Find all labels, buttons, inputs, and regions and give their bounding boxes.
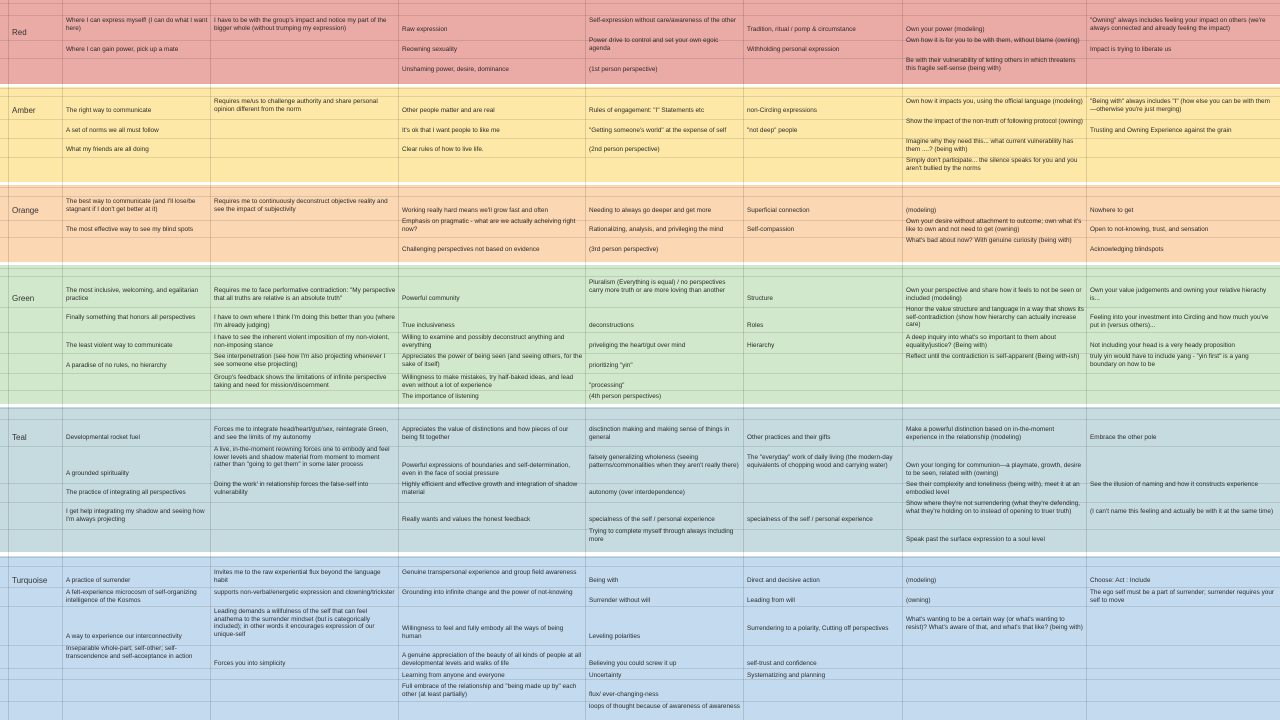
sheet-cell[interactable]: Learning from anyone and everyone [402, 672, 505, 679]
sheet-cell[interactable]: Structure [747, 295, 773, 302]
sheet-cell[interactable]: Inseparable whole-part; self-other; self-transcendence and self-acceptance in action [66, 645, 193, 660]
sheet-cell[interactable]: (2nd person perspective) [589, 146, 660, 153]
sheet-cell[interactable]: Powerful expressions of boundaries and self-determination, even in the face of social pressure [402, 462, 571, 477]
sheet-cell[interactable]: Forces me to integrate head/heart/gut/sex, reintegrate Green, and see the limits of my autonomy [214, 426, 389, 441]
column-line [1086, 0, 1087, 720]
sheet-cell[interactable]: Pluralism (Everything is equal) / no perspectives carry more truth or are more loving than another [589, 279, 726, 294]
sheet-cell[interactable]: Believing you could screw it up [589, 660, 677, 667]
row-line [0, 332, 1280, 333]
sheet-cell[interactable]: "processing" [589, 382, 625, 389]
sheet-cell[interactable]: (3rd person perspective) [589, 246, 659, 253]
sheet-cell[interactable]: Simply don't participate... the silence speaks for you and you aren't bullied by the norms [906, 157, 1078, 172]
sheet-cell[interactable]: Roles [747, 322, 764, 329]
row-line [0, 668, 1280, 669]
sheet-cell[interactable]: Acknowledging blindspots [1090, 246, 1164, 253]
sheet-cell[interactable]: I get help integrating my shadow and seeing how I'm always projecting [66, 508, 205, 523]
column-line [210, 0, 211, 720]
sheet-cell[interactable]: Developmental rocket fuel [66, 434, 140, 441]
row-line [0, 353, 1280, 354]
row-line [0, 276, 1280, 277]
level-label[interactable]: Amber [12, 107, 36, 115]
sheet-cell[interactable]: A way to experience our interconnectivity [66, 633, 182, 640]
sheet-cell[interactable]: Willingness to feel and fully embody all the ways of being human [402, 625, 564, 640]
sheet-cell[interactable]: Show the impact of the non-truth of following protocol (owning) [906, 118, 1083, 125]
sheet-cell[interactable]: Doing the work' in relationship forces the false-self into vulnerability [214, 481, 369, 496]
sheet-cell[interactable]: Own how it impacts you, using the official language (modeling) [906, 98, 1083, 105]
row-line [0, 606, 1280, 607]
sheet-cell[interactable]: Embrace the other pole [1090, 434, 1157, 441]
sheet-cell[interactable]: flux/ ever-changing-ness [589, 691, 659, 698]
sheet-cell[interactable]: Direct and decisive action [747, 577, 820, 584]
sheet-cell[interactable]: The most inclusive, welcoming, and egalitarian practice [66, 287, 199, 302]
sheet-cell[interactable]: Emphasis on pragmatic - what are we actually acheiving right now? [402, 218, 576, 233]
sheet-cell[interactable]: truly yin would have to include yang - "yin first" is a yang boundary on how to be [1090, 353, 1249, 368]
sheet-cell[interactable]: (1st person perspective) [589, 66, 658, 73]
sheet-cell[interactable]: Tradition, ritual / pomp & circumstance [747, 26, 856, 33]
sheet-cell[interactable]: Honor the value structure and language in a way that shows its self-contradiction (show how hierarchy can actually increase care) [906, 306, 1084, 328]
sheet-cell[interactable]: Self-expression without care/awareness of the other [589, 17, 737, 24]
row-line [0, 196, 1280, 197]
sheet-cell[interactable]: The right way to communicate [66, 107, 152, 114]
sheet-cell[interactable]: (modeling) [906, 207, 937, 214]
row-line [0, 3, 1280, 4]
sheet-cell[interactable]: See their complexity and loneliness (being with), meet it at an embodied level [906, 481, 1080, 496]
sheet-cell[interactable]: Leading demands a willfulness of the self that can feel anathema to the surrender mindset (but is categorically included); in other words it encourages expression of our unique-self [214, 608, 375, 638]
sheet-cell[interactable]: Self-compassion [747, 226, 795, 233]
sheet-cell[interactable]: Show where they're not surrendering (what they're defending, what they're holding on to instead of opening to truer truth) [906, 500, 1081, 515]
sheet-cell[interactable]: Own how it is for you to be with them, without blame (owning) [906, 37, 1080, 44]
sheet-cell[interactable]: A genuine appreciation of the beauty of all kinds of people at all developmental levels and walks of life [402, 652, 582, 667]
sheet-cell[interactable]: It's ok that I want people to like me [402, 127, 500, 134]
sheet-cell[interactable]: Where I can gain power, pick up a mate [66, 46, 179, 53]
sheet-cell[interactable]: Impact is trying to liberate us [1090, 46, 1172, 53]
row-line [0, 268, 1280, 269]
sheet-cell[interactable]: Withholding personal expression [747, 46, 840, 53]
sheet-cell[interactable]: deconstructions [589, 322, 634, 329]
row-line [0, 88, 1280, 89]
sheet-cell[interactable]: Raw expression [402, 26, 448, 33]
sheet-cell[interactable]: Rationalizing, analysis, and privileging the mind [589, 226, 724, 233]
level-label[interactable]: Orange [12, 207, 39, 215]
row-line [0, 58, 1280, 59]
column-line [398, 0, 399, 720]
sheet-cell[interactable]: Surrendering to a polarity, Cutting off perspectives [747, 625, 889, 632]
sheet-cell[interactable]: Other practices and their gifts [747, 434, 831, 441]
row-line [0, 220, 1280, 221]
sheet-cell[interactable]: prioritizing "yin" [589, 362, 633, 369]
column-line [8, 0, 9, 720]
row-line [0, 557, 1280, 558]
sheet-cell[interactable]: Speak past the surface expression to a soul level [906, 536, 1045, 543]
sheet-cell[interactable]: Working really hard means we'll grow fast and often [402, 207, 549, 214]
sheet-cell[interactable]: Grounding into infinite change and the power of not-knowing [402, 589, 573, 596]
sheet-cell[interactable]: Own your value judgements and owning your relative hierachy is... [1090, 287, 1267, 302]
sheet-cell[interactable]: Willing to examine and possibly deconstruct anything and everything [402, 334, 565, 349]
sheet-cell[interactable]: Other people matter and are real [402, 107, 495, 114]
row-line [0, 419, 1280, 420]
sheet-cell[interactable]: The "everyday" work of daily living (the modern-day equivalents of chopping wood and carrying water) [747, 454, 893, 469]
sheet-cell[interactable]: Reowning sexuality [402, 46, 458, 53]
sheet-cell[interactable]: A deep inquiry into what's so important to them about equality/justice? (Being with) [906, 334, 1057, 349]
sheet-cell[interactable]: I have to be with the group's impact and notice my part of the bigger whole (without trumping my expression) [214, 17, 387, 32]
sheet-cell[interactable]: Imagine why they need this... what current vulnerability has them ....? (being with) [906, 138, 1074, 153]
sheet-cell[interactable]: I have to own where I think I'm doing this better than you (where I'm already judging) [214, 314, 395, 329]
sheet-cell[interactable]: Hierarchy [747, 342, 775, 349]
level-label[interactable]: Red [12, 29, 27, 37]
row-line [0, 701, 1280, 702]
sheet-cell[interactable]: self-trust and confidence [747, 660, 817, 667]
sheet-cell[interactable]: See interpenetration (see how I'm also projecting whenever I see someone else projecting) [214, 353, 386, 368]
sheet-cell[interactable]: Be with their vulnerability of letting others in which threatens this fragile self-sense (being with) [906, 57, 1076, 72]
sheet-cell[interactable]: Trusting and Owning Experience against the grain [1090, 127, 1232, 134]
sheet-cell[interactable]: Rules of engagement: "I" Statements etc [589, 107, 705, 114]
sheet-cell[interactable]: Choose: Act : Include [1090, 577, 1151, 584]
sheet-cell[interactable]: What's wanting to be a certain way (or what's wanting to resist)? What's aware of that, and what's that like? (being with) [906, 616, 1083, 631]
level-label[interactable]: Green [12, 295, 35, 303]
sheet-cell[interactable]: Really wants and values the honest feedback [402, 516, 531, 523]
sheet-cell[interactable]: Willingness to make mistakes, try half-baked ideas, and lead even without a lot of experience [402, 374, 574, 389]
sheet-cell[interactable]: "Getting someone's world" at the expense of self [589, 127, 727, 134]
level-label[interactable]: Teal [12, 434, 27, 442]
row-line [0, 502, 1280, 503]
sheet-cell[interactable]: A felt-experience microcosm of self-organizing intelligence of the Kosmos [66, 589, 197, 604]
sheet-cell[interactable]: A live, in-the-moment reowning forces one to embody and feel lower levels and shadow material from moment to moment rather than "going to get them" in some later process [214, 446, 390, 468]
sheet-cell[interactable]: falsely generalizing wholeness (seeing patterns/commonalities when they aren't really there) [589, 454, 739, 469]
sheet-cell[interactable]: Nowhere to get [1090, 207, 1134, 214]
sheet-cell[interactable]: Own your desire without attachment to outcome; own what it's like to own and not need to get (owning) [906, 218, 1082, 233]
sheet-cell[interactable]: A practice of surrender [66, 577, 131, 584]
sheet-cell[interactable]: Own your power (modeling) [906, 26, 985, 33]
row-line [0, 587, 1280, 588]
row-line [0, 157, 1280, 158]
sheet-cell[interactable]: Full embrace of the relationship and "being made up by" each other (at least partially) [402, 683, 577, 698]
sheet-cell[interactable]: Leading from will [747, 597, 795, 604]
sheet-cell[interactable]: Group's feedback shows the limitations of infinite perspective taking and need for mission/discernment [214, 374, 387, 389]
sheet-cell[interactable]: A set of norms we all must follow [66, 127, 159, 134]
sheet-cell[interactable]: Finally something that honors all perspectives [66, 314, 196, 321]
sheet-cell[interactable]: Power drive to control and set your own egoic agenda [589, 37, 719, 52]
sheet-cell[interactable]: Forces you into simplicity [214, 660, 286, 667]
column-line [902, 0, 903, 720]
sheet-cell[interactable]: Trying to complete myself through always including more [589, 528, 734, 543]
sheet-cell[interactable]: (owning) [906, 597, 931, 604]
sheet-cell[interactable]: Appreciates the power of being seen (and seeing others, for the sake of itself) [402, 353, 583, 368]
sheet-cell[interactable]: A grounded spirituality [66, 470, 129, 477]
sheet-cell[interactable]: The practice of integrating all perspectives [66, 489, 186, 496]
sheet-cell[interactable]: Make a powerful distinction based on in-the-moment experience in the relationship (modeling) [906, 426, 1055, 441]
sheet-cell[interactable]: Requires me to continuously deconstruct objective reality and see the impact of subjectivity [214, 198, 388, 213]
sheet-cell[interactable]: A paradise of no rules, no hierarchy [66, 362, 167, 369]
sheet-cell[interactable]: The most effective way to see my blind spots [66, 226, 194, 233]
sheet-cell[interactable]: Not including your head is a very heady proposition [1090, 342, 1235, 349]
sheet-cell[interactable]: autonomy (over interdependence) [589, 489, 685, 496]
sheet-cell[interactable]: Superficial connection [747, 207, 810, 214]
sheet-cell[interactable]: The least violent way to communicate [66, 342, 173, 349]
sheet-cell[interactable]: Unshaming power, desire, dominance [402, 66, 509, 73]
sheet-cell[interactable]: Own your longing for communion—a playmate, growth, desire to be seen, related with (owning) [906, 462, 1082, 477]
sheet-cell[interactable]: Needing to always go deeper and get more [589, 207, 712, 214]
sheet-cell[interactable]: Being with [589, 577, 619, 584]
sheet-cell[interactable]: Requires me/us to challenge authority and share personal opinion different from the norm [214, 98, 378, 113]
row-line [0, 96, 1280, 97]
sheet-cell[interactable]: What my friends are all doing [66, 146, 149, 153]
sheet-cell[interactable]: Highly efficient and effective growth and integration of shadow material [402, 481, 578, 496]
row-line [0, 408, 1280, 409]
sheet-cell[interactable]: Open to not-knowing, trust, and sensation [1090, 226, 1209, 233]
row-line [0, 187, 1280, 188]
row-line [0, 119, 1280, 120]
row-line [0, 15, 1280, 16]
row-line [0, 566, 1280, 567]
sheet-cell[interactable]: True inclusiveness [402, 322, 455, 329]
sheet-cell[interactable]: Own your perspective and share how it feels to not be seen or included (modeling) [906, 287, 1082, 302]
sheet-cell[interactable]: priveliging the heart/gut over mind [589, 342, 686, 349]
row-line [0, 483, 1280, 484]
sheet-cell[interactable]: (I can't name this feeling and actually be with it at the same time) [1090, 508, 1274, 515]
sheet-cell[interactable]: See the illusion of naming and how it constructs experience [1090, 481, 1259, 488]
sheet-cell[interactable]: Where I can express myself! (I can do what I want here) [66, 17, 208, 32]
sheet-cell[interactable]: supports non-verbal/energetic expression and clowning/trickster [214, 589, 395, 596]
row-line [0, 138, 1280, 139]
sheet-cell[interactable]: specialness of the self / personal experience [747, 516, 873, 523]
band-amber [0, 87, 1280, 182]
sheet-cell[interactable]: Requires me to face performative contradiction: "My perspective that all truths are relative is an absolute truth" [214, 287, 396, 302]
sheet-cell[interactable]: Genuine transpersonal experience and group field awareness [402, 569, 577, 576]
column-line [743, 0, 744, 720]
sheet-cell[interactable]: Uncertainty [589, 672, 622, 679]
sheet-cell[interactable]: Challenging perspectives not based on evidence [402, 246, 540, 253]
sheet-cell[interactable]: loops of thought because of awareness of awareness [589, 703, 740, 710]
level-label[interactable]: Turquoise [12, 577, 48, 585]
sheet-cell[interactable]: Reflect until the contradiction is self-apparent (Being with-ish) [906, 353, 1080, 360]
sheet-cell[interactable]: Powerful community [402, 295, 460, 302]
row-line [0, 390, 1280, 391]
row-line [0, 237, 1280, 238]
sheet-cell[interactable]: non-Circling expressions [747, 107, 817, 114]
sheet-cell[interactable]: I have to see the inherent violent imposition of my non-violent, non-imposing stance [214, 334, 390, 349]
sheet-cell[interactable]: The ego self must be a part of surrender; surrender requires your self to move [1090, 589, 1274, 604]
sheet-cell[interactable]: Invites me to the raw experiential flux beyond the language habit [214, 569, 381, 584]
sheet-cell[interactable]: The best way to communicate (and I'll lose/be stagnant if I don't get better at it) [66, 198, 196, 213]
sheet-cell[interactable]: What's bad about now? With genuine curiosity (being with) [906, 237, 1072, 244]
sheet-cell[interactable]: The importance of listening [402, 393, 479, 400]
sheet-cell[interactable]: Leveling polarities [589, 633, 641, 640]
sheet-cell[interactable]: Surrender without will [589, 597, 651, 604]
sheet-cell[interactable]: Feeling into your investment into Circling and how much you've put in (versus others)... [1090, 314, 1269, 329]
sheet-cell[interactable]: Appreciates the value of distinctions and how pieces of our being fit together [402, 426, 569, 441]
row-line [0, 307, 1280, 308]
row-line [0, 446, 1280, 447]
sheet-cell[interactable]: Clear rules of how to live life. [402, 146, 484, 153]
sheet-cell[interactable]: "not deep" people [747, 127, 798, 134]
sheet-cell[interactable]: disctinction making and making sense of things in general [589, 426, 730, 441]
column-line [62, 0, 63, 720]
sheet-cell[interactable]: "Owning" always includes feeling your impact on others (we're always connected and already feeling the impact) [1090, 17, 1266, 32]
sheet-cell[interactable]: Systematizing and planning [747, 672, 826, 679]
sheet-cell[interactable]: (4th person perspectives) [589, 393, 662, 400]
row-line [0, 373, 1280, 374]
column-line [585, 0, 586, 720]
sheet-cell[interactable]: (modeling) [906, 577, 937, 584]
sheet-cell[interactable]: "Being with" always includes "I" (how else you can be with them—otherwise you're just merging) [1090, 98, 1270, 113]
sheet-cell[interactable]: specialness of the self / personal experience [589, 516, 715, 523]
